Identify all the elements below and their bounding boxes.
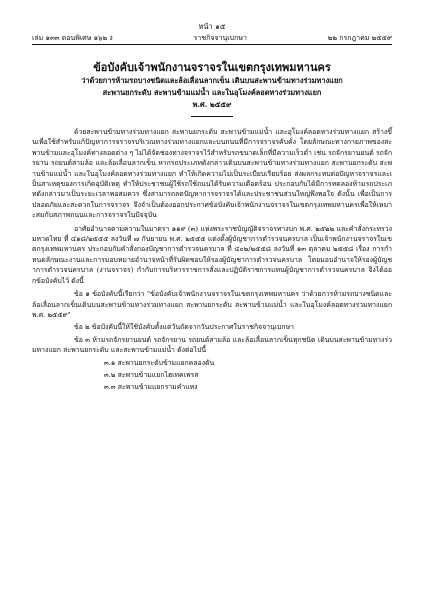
list-item: ๓.๑ สะพานยกระดับข้ามแยกคลองตัน: [104, 358, 215, 367]
document-title: ข้อบังคับเจ้าพนักงานจราจรในเขตกรุงเทพมหานคร: [93, 61, 331, 74]
page-number: หน้า ๑๕: [198, 22, 226, 31]
document-body: [32, 127, 392, 393]
preamble-paragraph: ด้วยสะพานข้ามทางร่วมทางแยก สะพานยกระดับ สะพานข้ามแม่น้ำ และอุโมงค์ลอดทางร่วมทางแยก สร้างขึ้นเพื่อใช้สำหรับแก้ปัญหาการจราจรบริเวณทางร่วมทางแยกและบนถนนที่มีการจราจรคับคั่ง โดยลักษณะทางกายภาพของสะพานข้ามและอุโมงค์ทางลอดต่าง ๆ ไม่ได้จัดช่องทางจราจรไว้สำหรับรถขนาดเล็กที่มีความเร็วต่ำ เช่น รถจักรยานยนต์ รถจักรยาน รถยนต์สามล้อ และล้อเลื่อนลากเข็น หากรถประเภทดังกล่าวเดินบนสะพานข้ามทางร่วมทางแยก สะพานยกระดับ สะพานข้ามแม่น้ำ และในอุโมงค์ลอดทางร่วมทางแยก ทำให้เกิดความไม่เป็นระเบียบเรียบร้อย ส่งผลกระทบต่อปัญหาจราจรและเป็นสาเหตุของการเกิดอุบัติเหตุ ทำให้ประชาชนผู้ใช้รถใช้ถนนได้รับความเดือดร้อน ประกอบกับได้มีการทดลองห้ามรถประเภทดังกล่าวมาเป็นระยะเวลาพอสมควร ซึ่งสามารถลดปัญหาการจราจรได้และประชาชนส่วนใหญ่พึงพอใจ ดังนั้น เพื่อเป็นการปลอดภัยและสะดวกในการจราจร จึงจำเป็นต้องออกประกาศข้อบังคับเจ้าพนักงานจราจรในเขตกรุงเทพมหานครเพื่อให้เหมาะสมกับสภาพถนนและการจราจรในปัจจุบัน: [32, 128, 392, 220]
document-subtitle: ว่าด้วยการห้ามรถบางชนิดและล้อเลื่อนลากเข็น เดินบนสะพานข้ามทางร่วมทางแยก: [81, 76, 343, 85]
clause-3: ข้อ ๓ ห้ามรถจักรยานยนต์ รถจักรยาน รถยนต์สามล้อ และล้อเลื่อนลากเข็นทุกชนิด เดินบนสะพานข้ามทางร่วมทางแยก สะพานยกระดับ และสะพานข้ามแม่น้ำ ดังต่อไปนี้: [32, 335, 392, 355]
title-divider: [191, 116, 233, 117]
document-subtitle-2: สะพานยกระดับ สะพานข้ามแม่น้ำ และในอุโมงค์ลอดทางร่วมทางแยก: [102, 88, 322, 97]
publication-date: ๒๒ กรกฎาคม ๒๕๕๙: [327, 34, 392, 42]
running-header: [32, 33, 392, 43]
authority-paragraph: อาศัยอำนาจตามความในมาตรา ๑๑๙ (๓) แห่งพระราชบัญญัติจราจรทางบก พ.ศ. ๒๕๒๒ และคำสั่งกระทรวงมหาดไทย ที่ ๔๑๘/๒๕๕๕ ลงวันที่ ๗ กันยายน พ.ศ. ๒๕๕๕ แต่งตั้งผู้บัญชาการตำรวจนครบาล เป็นเจ้าพนักงานจราจรในเขตกรุงเทพมหานคร ประกอบกับคำสั่งกองบัญชาการตำรวจนครบาล ที่ ๔๐๒/๒๕๕๘ ลงวันที่ ๑๓ ตุลาคม ๒๕๕๘ เรื่อง การกำหนดลักษณะงานและการมอบหมายอำนาจหน้าที่รับผิดชอบให้รองผู้บัญชาการตำรวจนครบาล โดยมอบอำนาจให้รองผู้บัญชาการตำรวจนครบาล (งานจราจร) กำกับการบริหารราชการสั่งและปฏิบัติราชการแทนผู้บัญชาการตำรวจนครบาล จึงได้ออกข้อบังคับไว้ ดังนี้: [32, 224, 392, 285]
volume-label: เล่ม ๑๓๓ ตอนพิเศษ ๑๖๒ ง: [32, 34, 113, 42]
document-year: พ.ศ. ๒๕๕๙: [192, 100, 232, 109]
clause-1: ข้อ ๑ ข้อบังคับนี้เรียกว่า "ข้อบังคับเจ้าพนักงานจราจรในเขตกรุงเทพมหานคร ว่าด้วยการห้ามรถบางชนิดและล้อเลื่อนลากเข็นเดินบนสะพานข้ามทางร่วมทางแยก สะพานยกระดับ สะพานข้ามแม่น้ำ และในอุโมงค์ลอดทางร่วมทางแยก พ.ศ. ๒๕๕๙": [32, 290, 392, 319]
publication-label: ราชกิจจานุเบกษา: [193, 34, 247, 42]
clause-2: ข้อ ๒ ข้อบังคับนี้ให้ใช้บังคับตั้งแต่วันถัดจากวันประกาศในราชกิจจานุเบกษา: [74, 323, 295, 332]
list-item: ๓.๒ สะพานข้ามแยกไฮเทคเพรส: [104, 370, 199, 379]
list-item: ๓.๓ สะพานข้ามแยกรามคำแหง: [104, 383, 198, 392]
header-divider: [32, 44, 392, 45]
